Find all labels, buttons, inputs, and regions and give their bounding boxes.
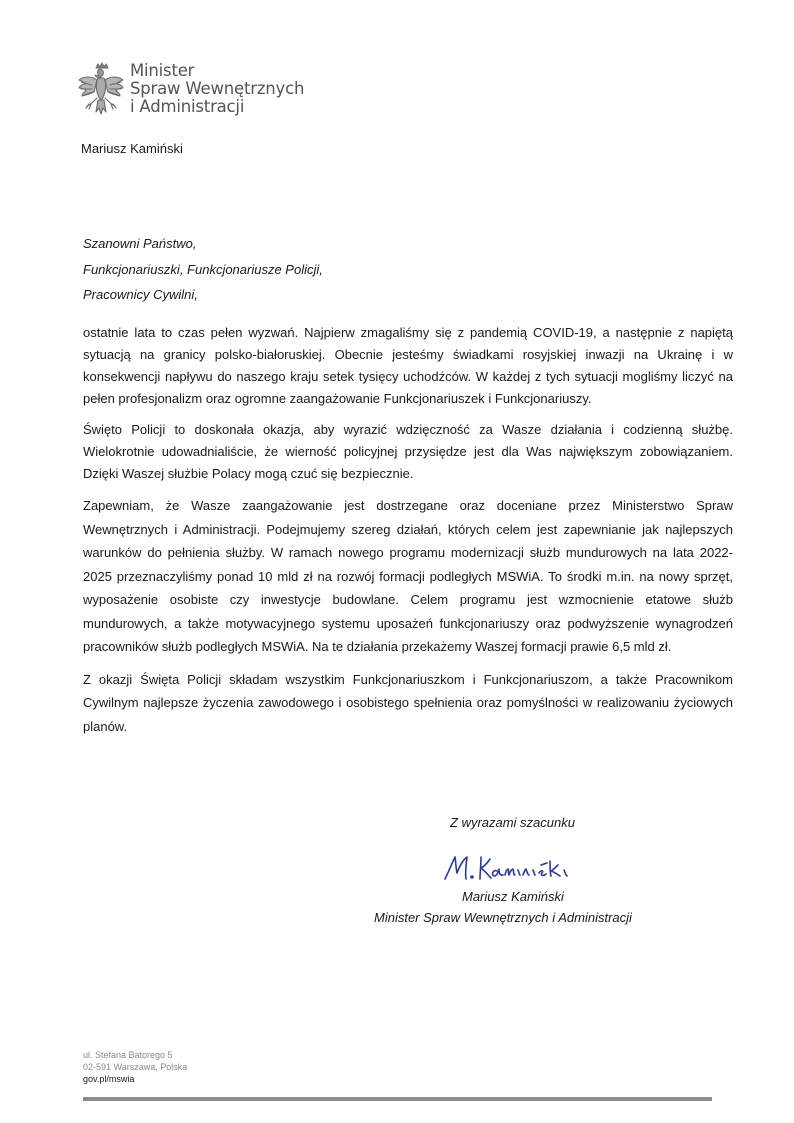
signer-name: Mariusz Kamiński — [462, 889, 564, 904]
paragraph-3: Zapewniam, że Wasze zaangażowanie jest dostrzegane oraz doceniane przez Ministerstwo Spraw Wewnętrznych i Administracji. Podejmujemy szereg działań, których celem jest zapewnianie jak najlepszych warunków do pełnienia służby. W ramach nowego programu modernizacji służb mundurowych na lata 2022-2025 przeznaczyliśmy ponad 10 mld zł na rozwój formacji podległych MSWiA. To środki m.in. na nowy sprzęt, wyposażenie osobiste czy inwestycje budowlane. Celem programu jest wzmocnienie etatowe służb mundurowych, a także motywacyjnego systemu uposażeń funkcjonariuszy oraz podwyższenie wynagrodzeń pracowników służb podległych MSWiA. Na te działania przekażemy Waszej formacji prawie 6,5 mld zł. — [83, 498, 733, 654]
footer-address — [83, 1049, 187, 1085]
ministry-line-2: Spraw Wewnętrznych — [130, 79, 305, 98]
website-link[interactable]: gov.pl/mswia — [83, 1074, 135, 1084]
letter-body — [83, 322, 733, 747]
salutation-line-3: Pracownicy Cywilni, — [83, 287, 198, 302]
minister-name: Mariusz Kamiński — [81, 141, 183, 156]
white-eagle-emblem-icon — [76, 62, 126, 122]
letterhead — [76, 62, 304, 122]
address-street: ul. Stefana Batorego 5 — [83, 1050, 173, 1060]
salutation-line-1: Szanowni Państwo, — [83, 236, 197, 251]
ministry-line-1: Minister — [130, 61, 195, 80]
address-city: 02-591 Warszawa, Polska — [83, 1062, 188, 1072]
salutation — [83, 231, 323, 308]
ministry-line-3: i Administracji — [130, 97, 245, 116]
signer-title: Minister Spraw Wewnętrznych i Administracji — [374, 910, 632, 925]
footer-divider — [83, 1097, 712, 1101]
paragraph-1: ostatnie lata to czas pełen wyzwań. Najpierw zmagaliśmy się z pandemią COVID-19, a następnie z napiętą sytuacją na granicy polsko-białoruskiej. Obecnie jesteśmy świadkami rosyjskiej inwazji na Ukrainę i w konsekwencji napływu do naszego kraju setek tysięcy uchodźców. W każdej z tych sytuacji mogliśmy liczyć na pełen profesjonalizm oraz ogromne zaangażowanie Funkcjonariuszek i Funkcjonariuszy. — [83, 325, 733, 406]
closing-greeting: Z wyrazami szacunku — [450, 815, 575, 830]
salutation-line-2: Funkcjonariuszki, Funkcjonariusze Policji, — [83, 261, 323, 277]
paragraph-4: Z okazji Święta Policji składam wszystkim Funkcjonariuszkom i Funkcjonariuszom, a także Pracownikom Cywilnym najlepsze życzenia zawodowego i osobistego spełnienia oraz pomyślności w realizowaniu życiowych planów. — [83, 671, 733, 734]
ministry-name — [130, 62, 304, 116]
paragraph-2: Święto Policji to doskonała okazja, aby wyrazić wdzięczność za Wasze działania i codzienną służbę. Wielokrotnie udowadnialiście, że wierność policyjnej przysiędze jest dla Was największym zobowiązaniem. Dzięki Waszej służbie Polacy mogą czuć się bezpiecznie. — [83, 422, 733, 481]
handwritten-signature — [441, 849, 591, 885]
